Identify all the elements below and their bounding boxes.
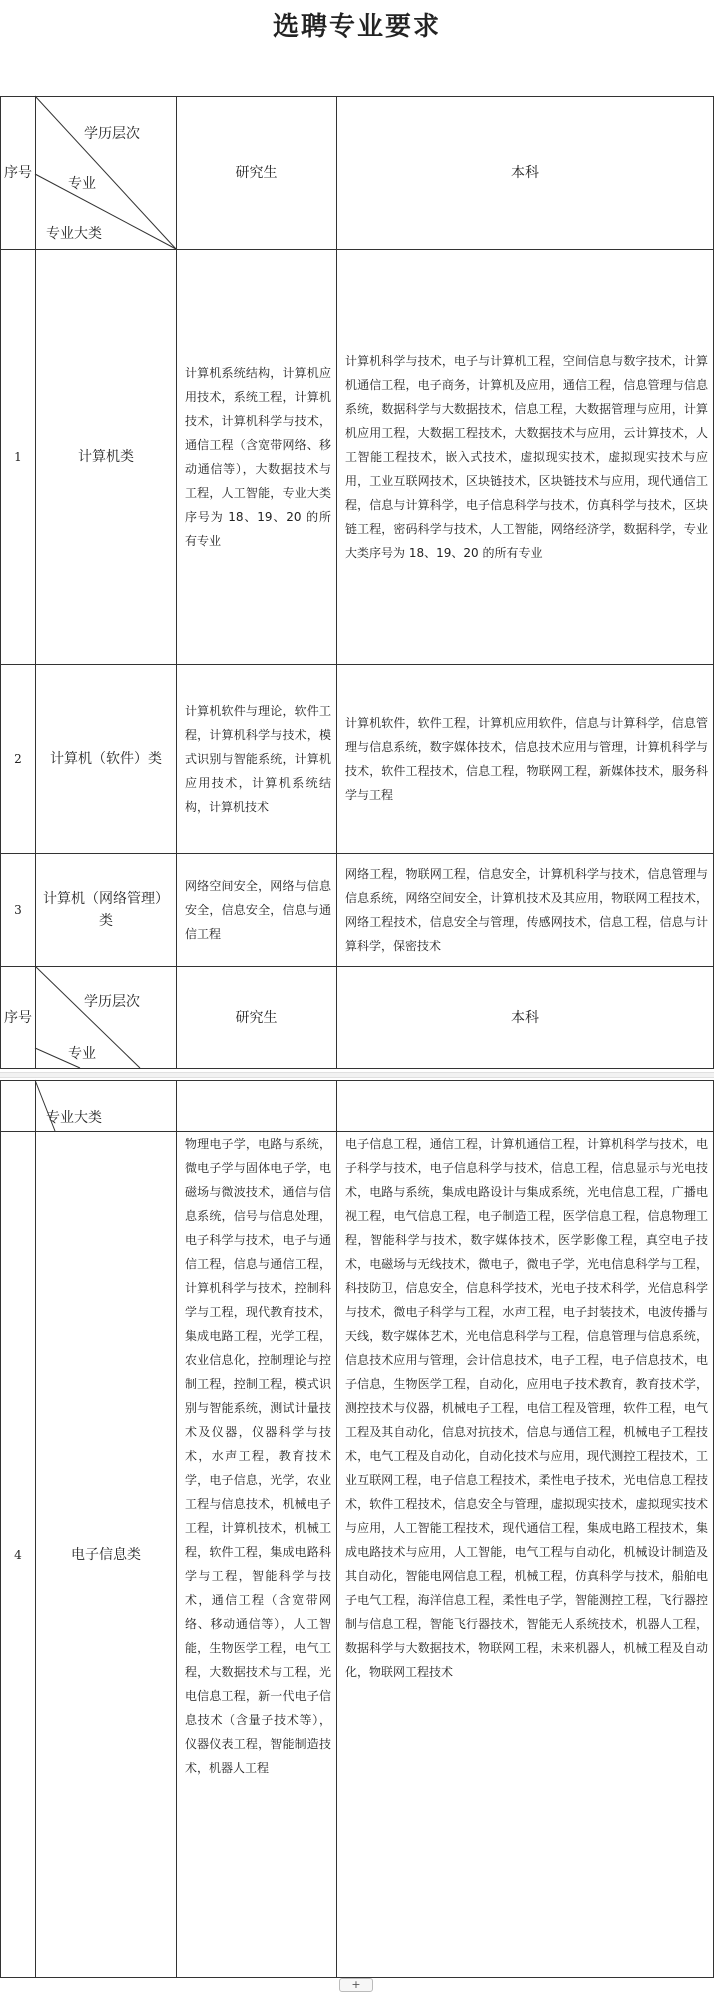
category-cell: 计算机（软件）类 [50,751,162,767]
graduate-text: 物理电子学，电路与系统，微电子学与固体电子学，电磁场与微波技术，通信与信息系统，信号与信息处理，电子科学与技术，电子与通信工程，信息与通信工程，计算机科学与技术，控制科学与工程，现代教育技术，集成电路工程，光学工程，农业信息化，控制理论与控制工程，控制工程，模式识别与智能系统，测试计量技术及仪器，仪器科学与技术，水声工程，教育技术学，电子信息，光学，农业工程与信息技术，机械电子工程，计算机技术，机械工程，软件工程，集成电路科学与工程，智能科学与技术，通信工程（含宽带网络、移动通信等），人工智能，生物医学工程，电气工程，大数据技术与工程，光电信息工程，新一代电子信息技术（含量子技术等），仪器仪表工程，智能制造技术，机器人工程 [185,1137,331,1775]
graduate-cell [177,854,336,966]
category-header: 专业大类 [46,226,102,242]
category-cell: 电子信息类 [71,1546,141,1563]
undergraduate-header: 本科 [511,1009,539,1026]
seq-header: 序号 [4,1009,32,1026]
level-header: 学历层次 [84,994,140,1010]
undergraduate-cell [337,250,713,664]
category-cell: 计算机（网络管理）类 [43,891,169,929]
undergraduate-cell [337,854,713,966]
graduate-cell [177,1132,336,1977]
graduate-header: 研究生 [235,1009,278,1026]
seq-header: 序号 [4,165,32,181]
graduate-text: 计算机系统结构，计算机应用技术，系统工程，计算机技术，计算机科学与技术，通信工程（含宽带网络、移动通信等），大数据技术与工程，人工智能，专业大类序号为 18、19、20 的所有专业 [185,366,331,548]
category-header: 专业大类 [46,1110,102,1126]
graduate-cell [177,250,336,664]
major-header: 专业 [68,1046,96,1062]
row-number: 3 [14,903,22,917]
undergraduate-cell [337,1132,713,1977]
undergraduate-header: 本科 [511,165,539,181]
graduate-header: 研究生 [235,165,278,181]
major-header: 专业 [68,176,96,192]
page-break [0,1072,714,1078]
undergraduate-text: 计算机软件，软件工程，计算机应用软件，信息与计算科学，信息管理与信息系统，数字媒体技术，信息技术应用与管理，计算机科学与技术，软件工程技术，信息工程，物联网工程，新媒体技术，服务科学与工程 [345,716,708,802]
level-header: 学历层次 [84,126,140,142]
add-row-button[interactable]: + [339,1978,373,1992]
row-number: 4 [14,1547,22,1562]
row-number: 2 [14,752,22,766]
page-title: 选聘专业要求 [272,12,441,42]
graduate-text: 计算机软件与理论，软件工程，计算机科学与技术，模式识别与智能系统，计算机应用技术，计算机系统结构，计算机技术 [185,704,331,814]
undergraduate-text: 网络工程，物联网工程，信息安全，计算机科学与技术，信息管理与信息系统，网络空间安全，计算机技术及其应用，物联网工程技术，网络工程技术，信息安全与管理，传感网技术，信息工程，信息与计算科学，保密技术 [345,867,708,953]
category-cell: 计算机类 [78,449,134,465]
graduate-text: 网络空间安全，网络与信息安全，信息安全，信息与通信工程 [185,879,331,941]
row-number: 1 [14,450,22,464]
undergraduate-cell [337,665,713,853]
undergraduate-text: 电子信息工程，通信工程，计算机通信工程，计算机科学与技术，电子科学与技术，电子信息科学与技术，信息工程，信息显示与光电技术，电路与系统，集成电路设计与集成系统，光电信息工程，广播电视工程，电气信息工程，电子制造工程，医学信息工程，信息物理工程，智能科学与技术，数字媒体技术，医学影像工程，真空电子技术，电磁场与无线技术，微电子，微电子学，光电信息科学与工程，科技防卫，信息安全，信息科学技术，光电子技术科学，光信息科学与技术，微电子科学与工程，水声工程，电子封装技术，电波传播与天线，数字媒体艺术，光电信息科学与工程，信息管理与信息系统，信息技术应用与管理，会计信息技术，电子工程，电子信息技术，电子信息，生物医学工程，自动化，应用电子技术教育，教育技术学，测控技术与仪器，机械电子工程，电信工程及管理，软件工程，电气工程及其自动化，信息对抗技术，信息与通信工程，机械电子工程技术，电气工程及自动化，自动化技术与应用，现代测控工程技术，工业互联网工程，电子信息工程技术，柔性电子技术，光电信息工程技术，软件工程技术，信息安全与管理，虚拟现实技术，虚拟现实技术与应用，人工智能工程技术，现代通信工程，集成电路工程技术，集成电路技术与应用，人工智能，电气工程与自动化，机械设计制造及其自动化，智能电网信息工程，机械工程，仿真科学与技术，船舶电子电气工程，海洋信息工程，柔性电子学，智能测控工程，飞行器控制与信息工程，智能飞行器技术，智能无人系统技术，机器人工程，数据科学与大数据技术，物联网工程，未来机器人，机械工程及自动化，物联网工程技术 [345,1137,708,1679]
undergraduate-text: 计算机科学与技术，电子与计算机工程，空间信息与数字技术，计算机通信工程，电子商务，计算机及应用，通信工程，信息管理与信息系统，数据科学与大数据技术，信息工程，大数据管理与应用，计算机应用工程，大数据工程技术，大数据技术与应用，云计算技术，人工智能工程技术，嵌入式技术，虚拟现实技术，虚拟现实技术与应用，工业互联网技术，区块链技术，区块链技术与应用，现代通信工程，信息与计算科学，电子信息科学与技术，仿真科学与技术，区块链工程，密码科学与技术，人工智能，网络经济学，数据科学，专业大类序号为 18、19、20 的所有专业 [345,354,708,560]
graduate-cell [177,665,336,853]
